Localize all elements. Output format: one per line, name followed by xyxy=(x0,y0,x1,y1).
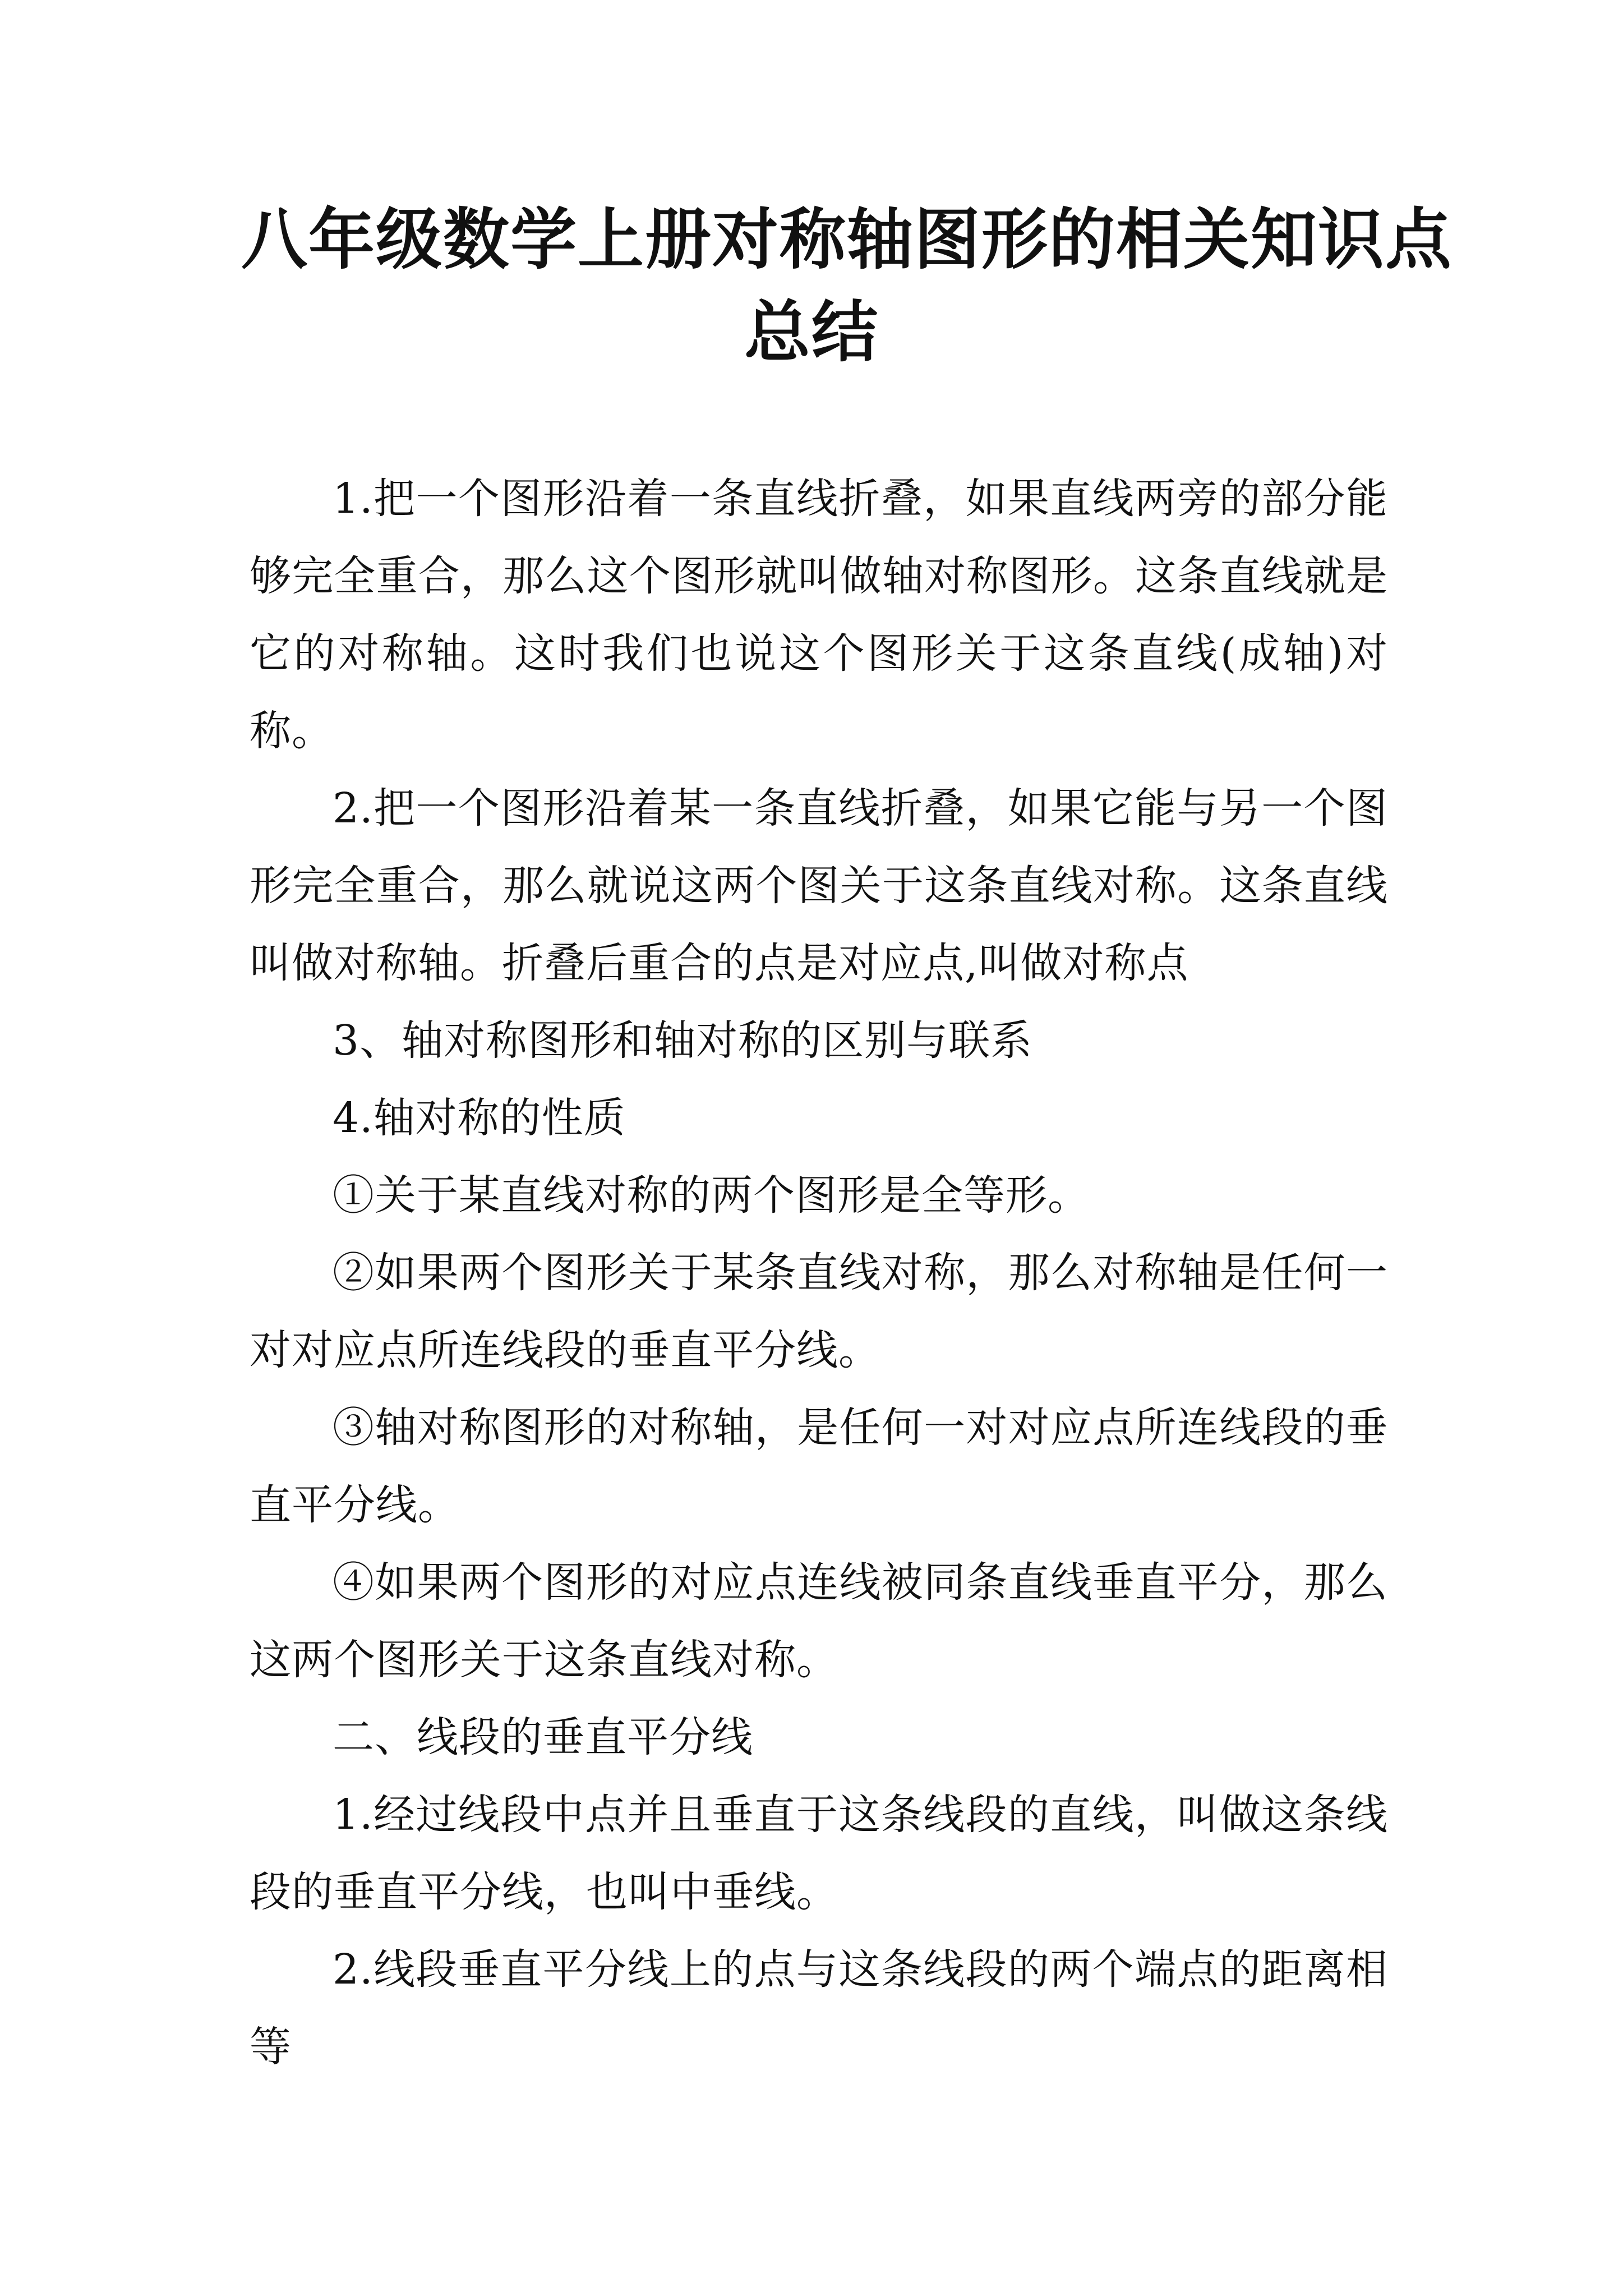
paragraph-perpendicular-bisector-definition: 1.经过线段中点并且垂直于这条线段的直线，叫做这条线段的垂直平分线，也叫中垂线。 xyxy=(250,1791,1388,1916)
paragraph-property-1: ①关于某直线对称的两个图形是全等形。 xyxy=(333,1171,1090,1220)
paragraph-axis-symmetric-figure-definition: 1.把一个图形沿着一条直线折叠，如果直线两旁的部分能够完全重合，那么这个图形就叫做轴对称图形。这条直线就是它的对称轴。这时我们也说这个图形关于这条直线(成轴)对称。 xyxy=(250,475,1388,755)
paragraph-property-2: ②如果两个图形关于某条直线对称，那么对称轴是任何一对对应点所连线段的垂直平分线。 xyxy=(250,1249,1388,1374)
paragraph-two-figures-symmetric-definition: 2.把一个图形沿着某一条直线折叠，如果它能与另一个图形完全重合，那么就说这两个图关于这条直线对称。这条直线叫做对称轴。折叠后重合的点是对应点,叫做对称点 xyxy=(250,784,1388,987)
paragraph-perpendicular-bisector-property: 2.线段垂直平分线上的点与这条线段的两个端点的距离相等 xyxy=(250,1945,1388,2071)
paragraph-section-two-heading: 二、线段的垂直平分线 xyxy=(333,1713,753,1761)
paragraph-properties-heading: 4.轴对称的性质 xyxy=(333,1094,626,1142)
paragraph-difference-and-connection: 3、轴对称图形和轴对称的区别与联系 xyxy=(333,1016,1033,1065)
document-body xyxy=(250,460,1388,2086)
document-title xyxy=(241,194,1453,379)
paragraph-property-3: ③轴对称图形的对称轴，是任何一对对应点所连线段的垂直平分线。 xyxy=(250,1404,1388,1529)
title-line-2: 总结 xyxy=(744,293,879,371)
title-line-1: 八年级数学上册对称轴图形的相关知识点 xyxy=(241,201,1453,278)
paragraph-property-4: ④如果两个图形的对应点连线被同条直线垂直平分，那么这两个图形关于这条直线对称。 xyxy=(250,1558,1388,1684)
